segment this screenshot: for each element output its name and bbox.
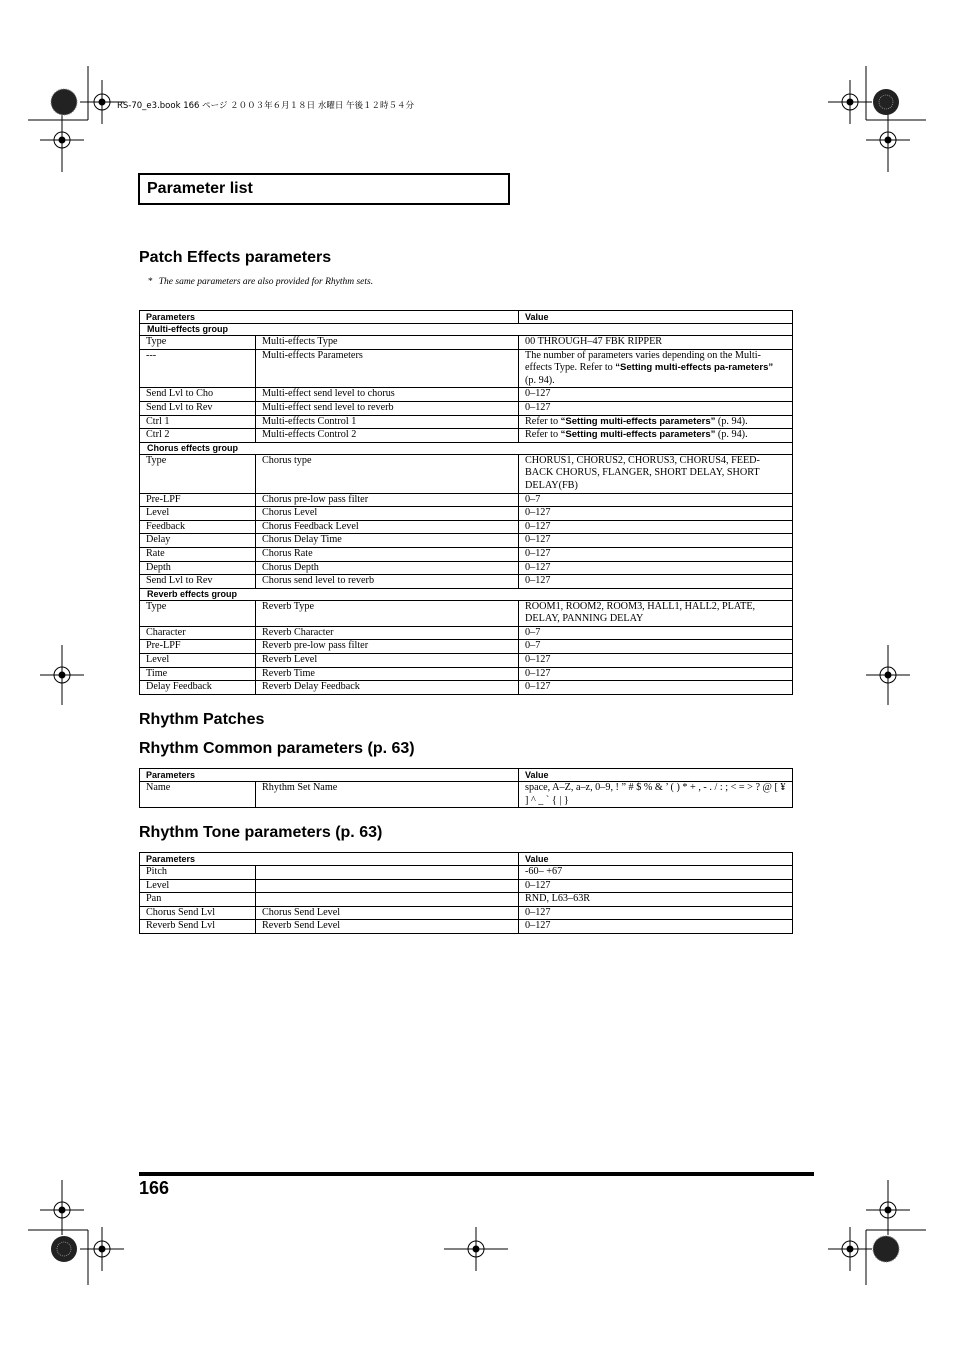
note xyxy=(148,277,373,287)
table-row: Send Lvl to Rev Multi-effect send level to reverb 0–127 xyxy=(140,401,793,415)
table-row: Type Multi-effects Type 00 THROUGH–47 FBK RIPPER xyxy=(140,336,793,350)
table-row: Reverb Send Lvl Reverb Send Level 0–127 xyxy=(140,920,793,934)
patch-effects-table xyxy=(139,310,793,695)
table-row: Pre-LPF Reverb pre-low pass filter 0–7 xyxy=(140,640,793,654)
rhythm-patches-heading: Rhythm Patches xyxy=(139,711,265,728)
table-row: Delay Chorus Delay Time 0–127 xyxy=(140,534,793,548)
patch-effects-heading: Patch Effects parameters xyxy=(139,249,332,266)
note-text: The same parameters are also provided for Rhythm sets. xyxy=(158,277,374,287)
group-chorus-effects: Chorus effects group xyxy=(140,442,793,454)
col-header-value: Value xyxy=(519,311,793,324)
table-row: Send Lvl to Cho Multi-effect send level to chorus 0–127 xyxy=(140,388,793,402)
table-row: Type Reverb Type ROOM1, ROOM2, ROOM3, HALL1, HALL2, PLATE, DELAY, PANNING DELAY xyxy=(140,600,793,626)
col-header-parameters: Parameters xyxy=(140,311,519,324)
table-row: Ctrl 2 Multi-effects Control 2 Refer to “Setting multi-effects parameters” (p. 94). xyxy=(140,429,793,443)
table-header-row xyxy=(140,311,793,324)
table-row: Pitch -60– +67 xyxy=(140,866,793,880)
rhythm-common-heading: Rhythm Common parameters (p. 63) xyxy=(139,740,415,757)
col-header-parameters: Parameters xyxy=(140,853,519,866)
page-number: 166 xyxy=(139,1178,170,1198)
rhythm-tone-table xyxy=(139,852,793,934)
print-header: RS-70_e3.book 166 ページ ２００３年６月１８日 水曜日 午後１２時５４分 xyxy=(117,101,415,111)
table-row: Character Reverb Character 0–7 xyxy=(140,626,793,640)
table-row: Ctrl 1 Multi-effects Control 1 Refer to “Setting multi-effects parameters” (p. 94). xyxy=(140,415,793,429)
table-row: Level 0–127 xyxy=(140,879,793,893)
group-reverb-effects: Reverb effects group xyxy=(140,588,793,600)
table-header-row xyxy=(140,853,793,866)
section-title-box xyxy=(138,173,510,205)
table-row: Level Reverb Level 0–127 xyxy=(140,654,793,668)
table-row: Chorus Send Lvl Chorus Send Level 0–127 xyxy=(140,906,793,920)
table-row: --- Multi-effects Parameters The number of parameters varies depending on the Multi-effects Type. Refer to “Setting multi-effects pa-rameters” (p. 94). xyxy=(140,349,793,388)
table-row: Type Chorus type CHORUS1, CHORUS2, CHORUS3, CHORUS4, FEED-BACK CHORUS, FLANGER, SHORT DELAY, SHORT DELAY(FB) xyxy=(140,454,793,493)
table-row: Rate Chorus Rate 0–127 xyxy=(140,547,793,561)
footer-rule xyxy=(139,1172,814,1176)
group-multi-effects: Multi-effects group xyxy=(140,324,793,336)
col-header-parameters: Parameters xyxy=(140,769,519,782)
table-row: Feedback Chorus Feedback Level 0–127 xyxy=(140,520,793,534)
table-row: Pan RND, L63–63R xyxy=(140,893,793,907)
table-row: Time Reverb Time 0–127 xyxy=(140,667,793,681)
note-star: * xyxy=(148,277,153,287)
col-header-value: Value xyxy=(519,853,793,866)
table-row: Delay Feedback Reverb Delay Feedback 0–127 xyxy=(140,681,793,695)
table-row: Depth Chorus Depth 0–127 xyxy=(140,561,793,575)
rhythm-common-table xyxy=(139,768,793,808)
table-row: Send Lvl to Rev Chorus send level to reverb 0–127 xyxy=(140,575,793,589)
table-row: Pre-LPF Chorus pre-low pass filter 0–7 xyxy=(140,493,793,507)
section-title: Parameter list xyxy=(147,180,253,197)
table-header-row xyxy=(140,769,793,782)
rhythm-tone-heading: Rhythm Tone parameters (p. 63) xyxy=(139,824,383,841)
table-row: Level Chorus Level 0–127 xyxy=(140,507,793,521)
col-header-value: Value xyxy=(519,769,793,782)
table-row: Name Rhythm Set Name space, A–Z, a–z, 0–9, ! ” # $ % & ’ ( ) * + , - . / : ; < = > ? @ [ ¥ ] ^ _ ` { | } xyxy=(140,782,793,808)
